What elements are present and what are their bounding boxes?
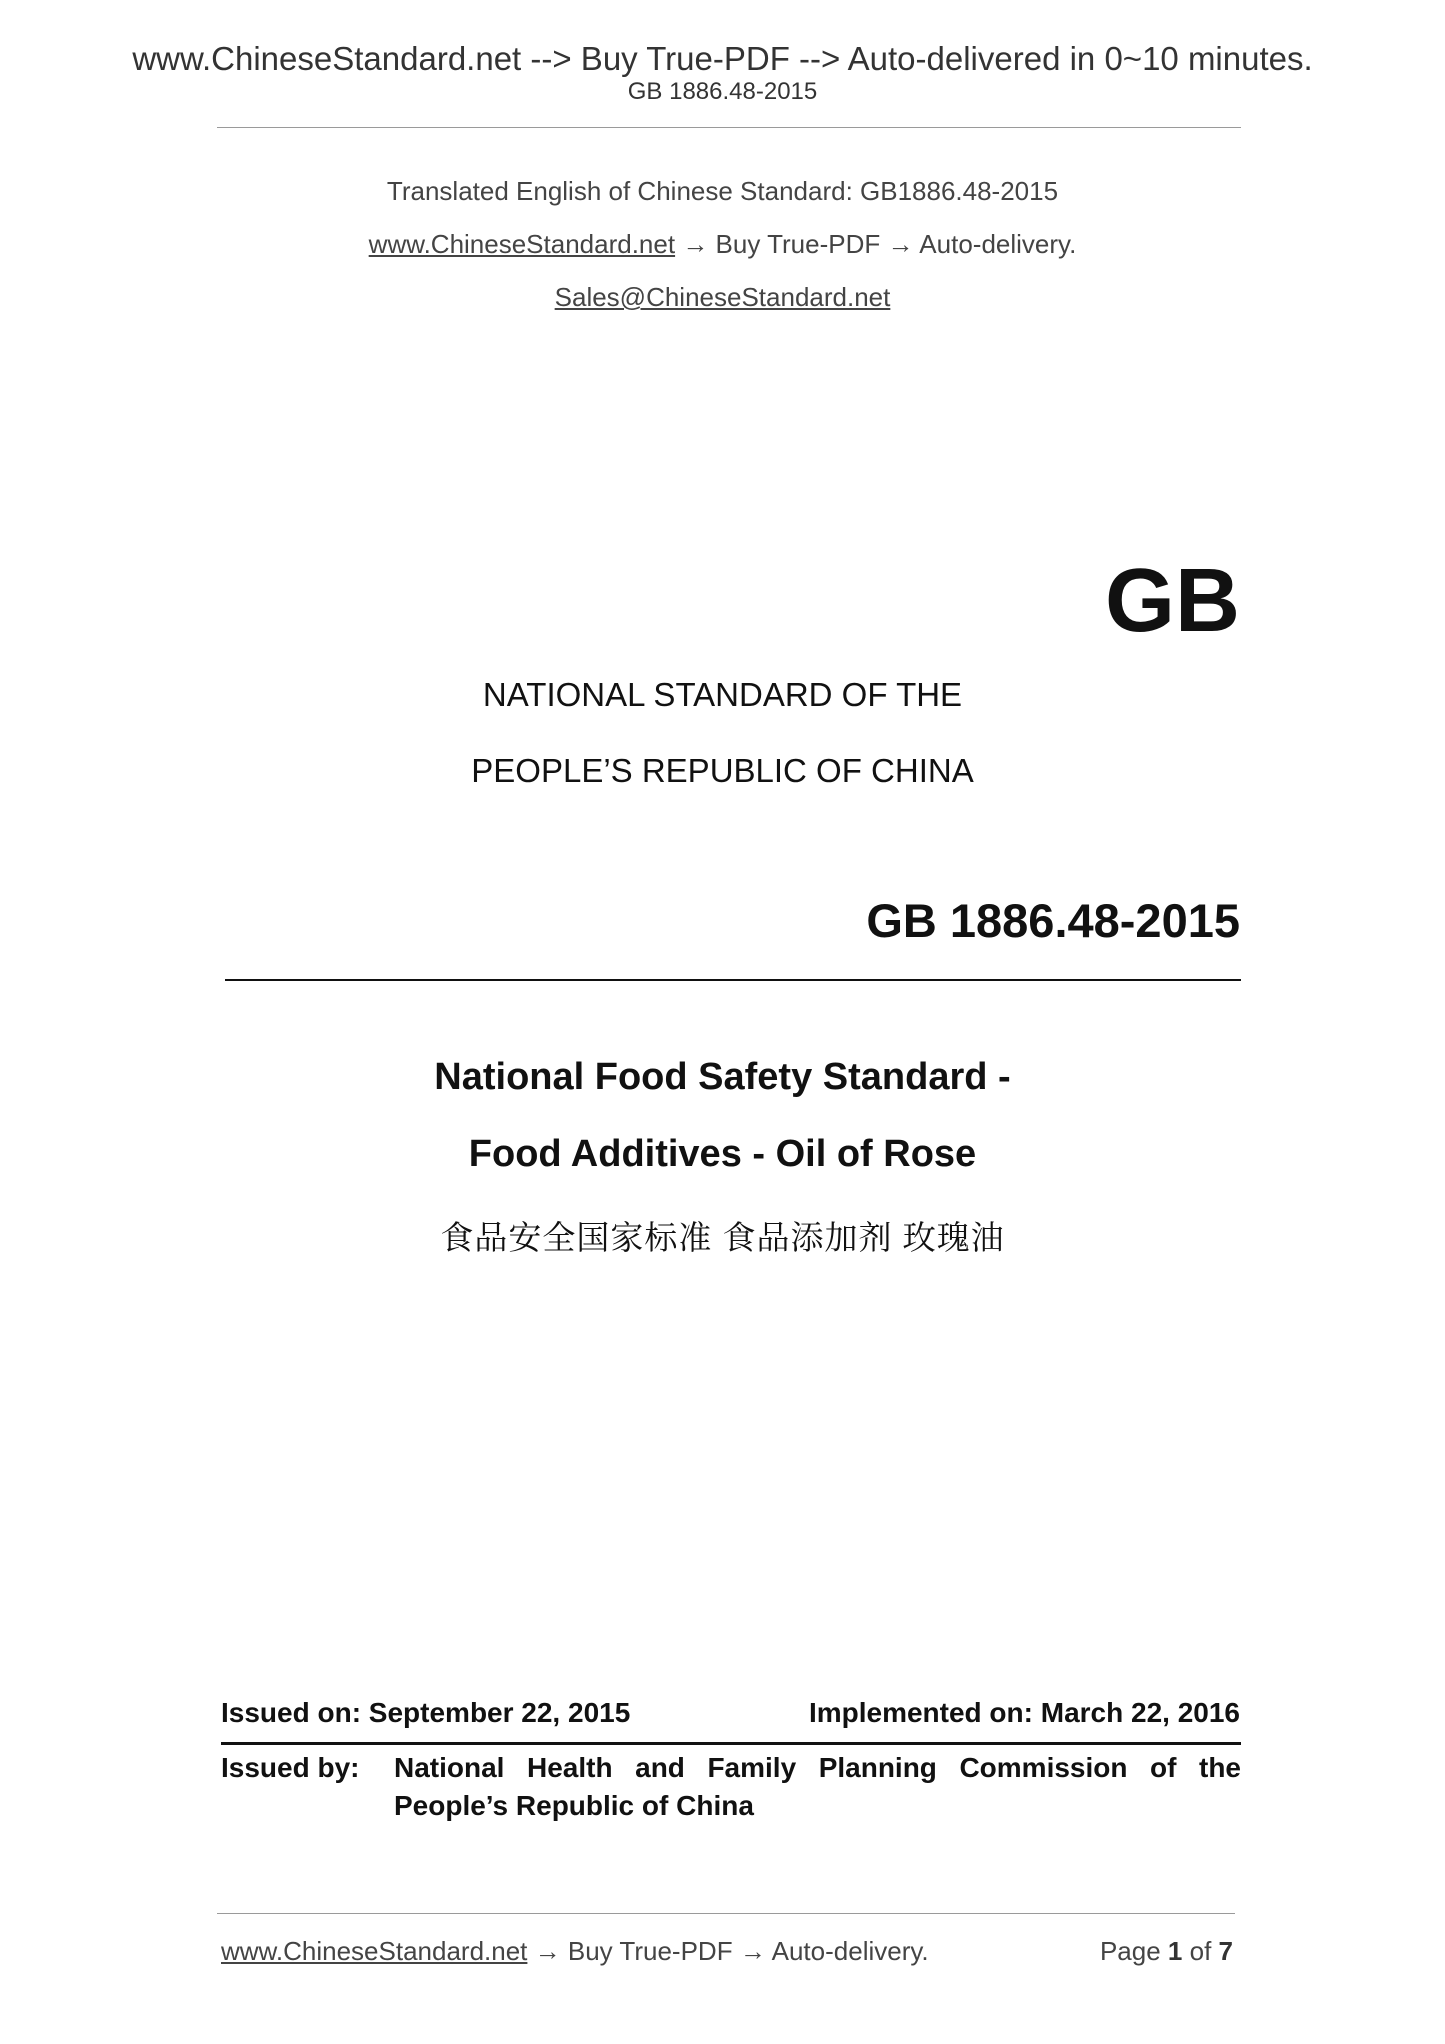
- footer-buy-text: Buy True-PDF: [567, 1936, 733, 1966]
- page-total: 7: [1218, 1936, 1233, 1966]
- translated-note: Translated English of Chinese Standard: GB1886.48-2015: [386, 176, 1059, 206]
- header-doc-code: GB 1886.48-2015: [627, 78, 818, 105]
- title-line1: National Food Safety Standard -: [434, 1056, 1011, 1098]
- page-indicator: [0, 1936, 1233, 1967]
- footer-delivery-text: Auto-delivery.: [771, 1936, 929, 1966]
- footer-divider: [217, 1913, 1235, 1914]
- issued-by-label: Issued by:: [221, 1752, 360, 1783]
- arrow-right-icon: →: [739, 1936, 766, 1966]
- sales-email-link[interactable]: Sales@ChineseStandard.net: [554, 282, 891, 312]
- sales-line: [0, 282, 1445, 313]
- issued-by-line2: People’s Republic of China: [394, 1790, 754, 1821]
- issue-divider: [221, 1742, 1241, 1745]
- implemented-on: Implemented on: March 22, 2016: [808, 1697, 1240, 1728]
- national-standard-line2: PEOPLE’S REPUBLIC OF CHINA: [471, 752, 974, 789]
- site-link[interactable]: www.ChineseStandard.net: [368, 229, 676, 259]
- arrow-right-icon: →: [534, 1936, 561, 1966]
- title-line2: Food Additives - Oil of Rose: [468, 1133, 977, 1175]
- title-chinese: 食品安全国家标准 食品添加剂 玫瑰油: [440, 1219, 1005, 1256]
- buy-text: Buy True-PDF: [715, 229, 881, 259]
- header-divider: [217, 127, 1241, 128]
- delivery-text: Auto-delivery.: [919, 229, 1077, 259]
- buy-line: [0, 229, 1445, 260]
- standard-code: GB 1886.48-2015: [866, 894, 1240, 947]
- code-divider: [225, 979, 1241, 981]
- gb-mark: GB: [1105, 551, 1240, 651]
- footer-site-link[interactable]: www.ChineseStandard.net: [221, 1936, 528, 1966]
- national-standard-line1: NATIONAL STANDARD OF THE: [482, 676, 963, 713]
- issued-by-line1: National Health and Family Planning Commission of the: [394, 1752, 1241, 1783]
- arrow-right-icon: →: [887, 229, 914, 259]
- page-of: of: [1189, 1936, 1212, 1966]
- page-current: 1: [1167, 1936, 1183, 1966]
- header-banner: www.ChineseStandard.net --> Buy True-PDF --> Auto-delivered in 0~10 minutes.: [132, 40, 1313, 77]
- arrow-right-icon: →: [682, 229, 709, 259]
- issued-on: Issued on: September 22, 2015: [221, 1697, 631, 1728]
- page-label: Page: [1099, 1936, 1161, 1966]
